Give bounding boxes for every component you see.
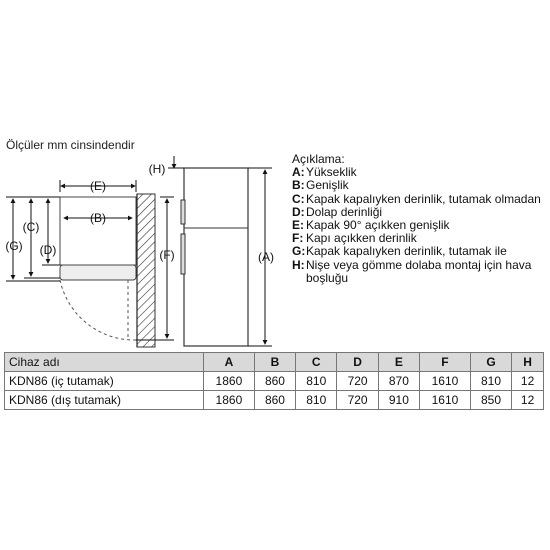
value-cell: 870 [378, 372, 419, 391]
column-header: C [296, 353, 337, 372]
column-header: A [204, 353, 255, 372]
legend-title: Açıklama: [292, 152, 345, 166]
value-cell: 1610 [420, 372, 471, 391]
door-top-view [60, 265, 136, 280]
cabinet-top-view [60, 197, 136, 265]
value-cell: 860 [254, 372, 295, 391]
column-header: E [378, 353, 419, 372]
column-header: B [254, 353, 295, 372]
value-cell: 860 [254, 391, 295, 410]
column-header: F [420, 353, 471, 372]
table-header-row [5, 353, 544, 372]
dimensions-caption: Ölçüler mm cinsindendir [6, 138, 135, 152]
value-cell: 12 [512, 391, 544, 410]
legend-text: Kapak kapalıyken derinlik, tutamak olmadan [306, 191, 541, 206]
device-name-cell: KDN86 (iç tutamak) [5, 372, 204, 391]
dimensions-table [4, 352, 544, 410]
dim-label-b: (B) [90, 211, 106, 225]
legend-text: Nişe veya gömme dolaba montaj için hava boşluğu [306, 257, 532, 285]
legend [292, 153, 542, 285]
legend-key: A : [292, 166, 304, 179]
legend-key: B : [292, 179, 304, 192]
fridge-dimension-diagram [0, 150, 290, 350]
legend-item [292, 193, 542, 206]
value-cell: 1860 [204, 372, 255, 391]
value-cell: 910 [378, 391, 419, 410]
table-row [5, 391, 544, 410]
fridge-front-body [184, 168, 248, 346]
legend-key: F : [292, 232, 304, 245]
legend-item [292, 245, 542, 258]
legend-text: Kapak 90° açıkken genişlik [306, 218, 450, 233]
legend-text: Kapı açıkken derinlik [306, 231, 417, 246]
legend-key: H : [292, 259, 304, 285]
legend-key: E : [292, 219, 304, 232]
door-swing-arc [60, 280, 136, 340]
value-cell: 850 [470, 391, 511, 410]
value-cell: 810 [296, 372, 337, 391]
value-cell: 1860 [204, 391, 255, 410]
dim-label-h: (H) [148, 162, 166, 176]
dim-label-g: (G) [5, 239, 23, 253]
legend-text: Yükseklik [306, 165, 357, 180]
column-header: H [512, 353, 544, 372]
top-view [5, 179, 174, 347]
table-row [5, 372, 544, 391]
value-cell: 810 [296, 391, 337, 410]
value-cell: 810 [470, 372, 511, 391]
legend-text: Kapak kapalıyken derinlik, tutamak ile [306, 244, 507, 259]
legend-text: Genişlik [306, 178, 349, 193]
legend-text: Dolap derinliği [306, 204, 383, 219]
legend-item [292, 259, 542, 285]
value-cell: 1610 [420, 391, 471, 410]
legend-item [292, 179, 542, 192]
column-header: D [337, 353, 378, 372]
value-cell: 12 [512, 372, 544, 391]
lower-handle [181, 234, 185, 274]
value-cell: 720 [337, 391, 378, 410]
upper-handle [181, 200, 185, 224]
value-cell: 720 [337, 372, 378, 391]
dim-label-a: (A) [258, 250, 274, 264]
legend-key: D : [292, 206, 304, 219]
dim-label-e: (E) [90, 179, 106, 193]
wall-hatch [137, 194, 155, 347]
legend-key: C : [292, 193, 304, 206]
dim-label-f: (F) [159, 248, 175, 262]
dim-label-d: (D) [39, 243, 57, 257]
legend-key: G : [292, 245, 304, 258]
dim-label-c: (C) [22, 220, 40, 234]
device-name-cell: KDN86 (dış tutamak) [5, 391, 204, 410]
column-header-name: Cihaz adı [5, 353, 204, 372]
column-header: G [470, 353, 511, 372]
